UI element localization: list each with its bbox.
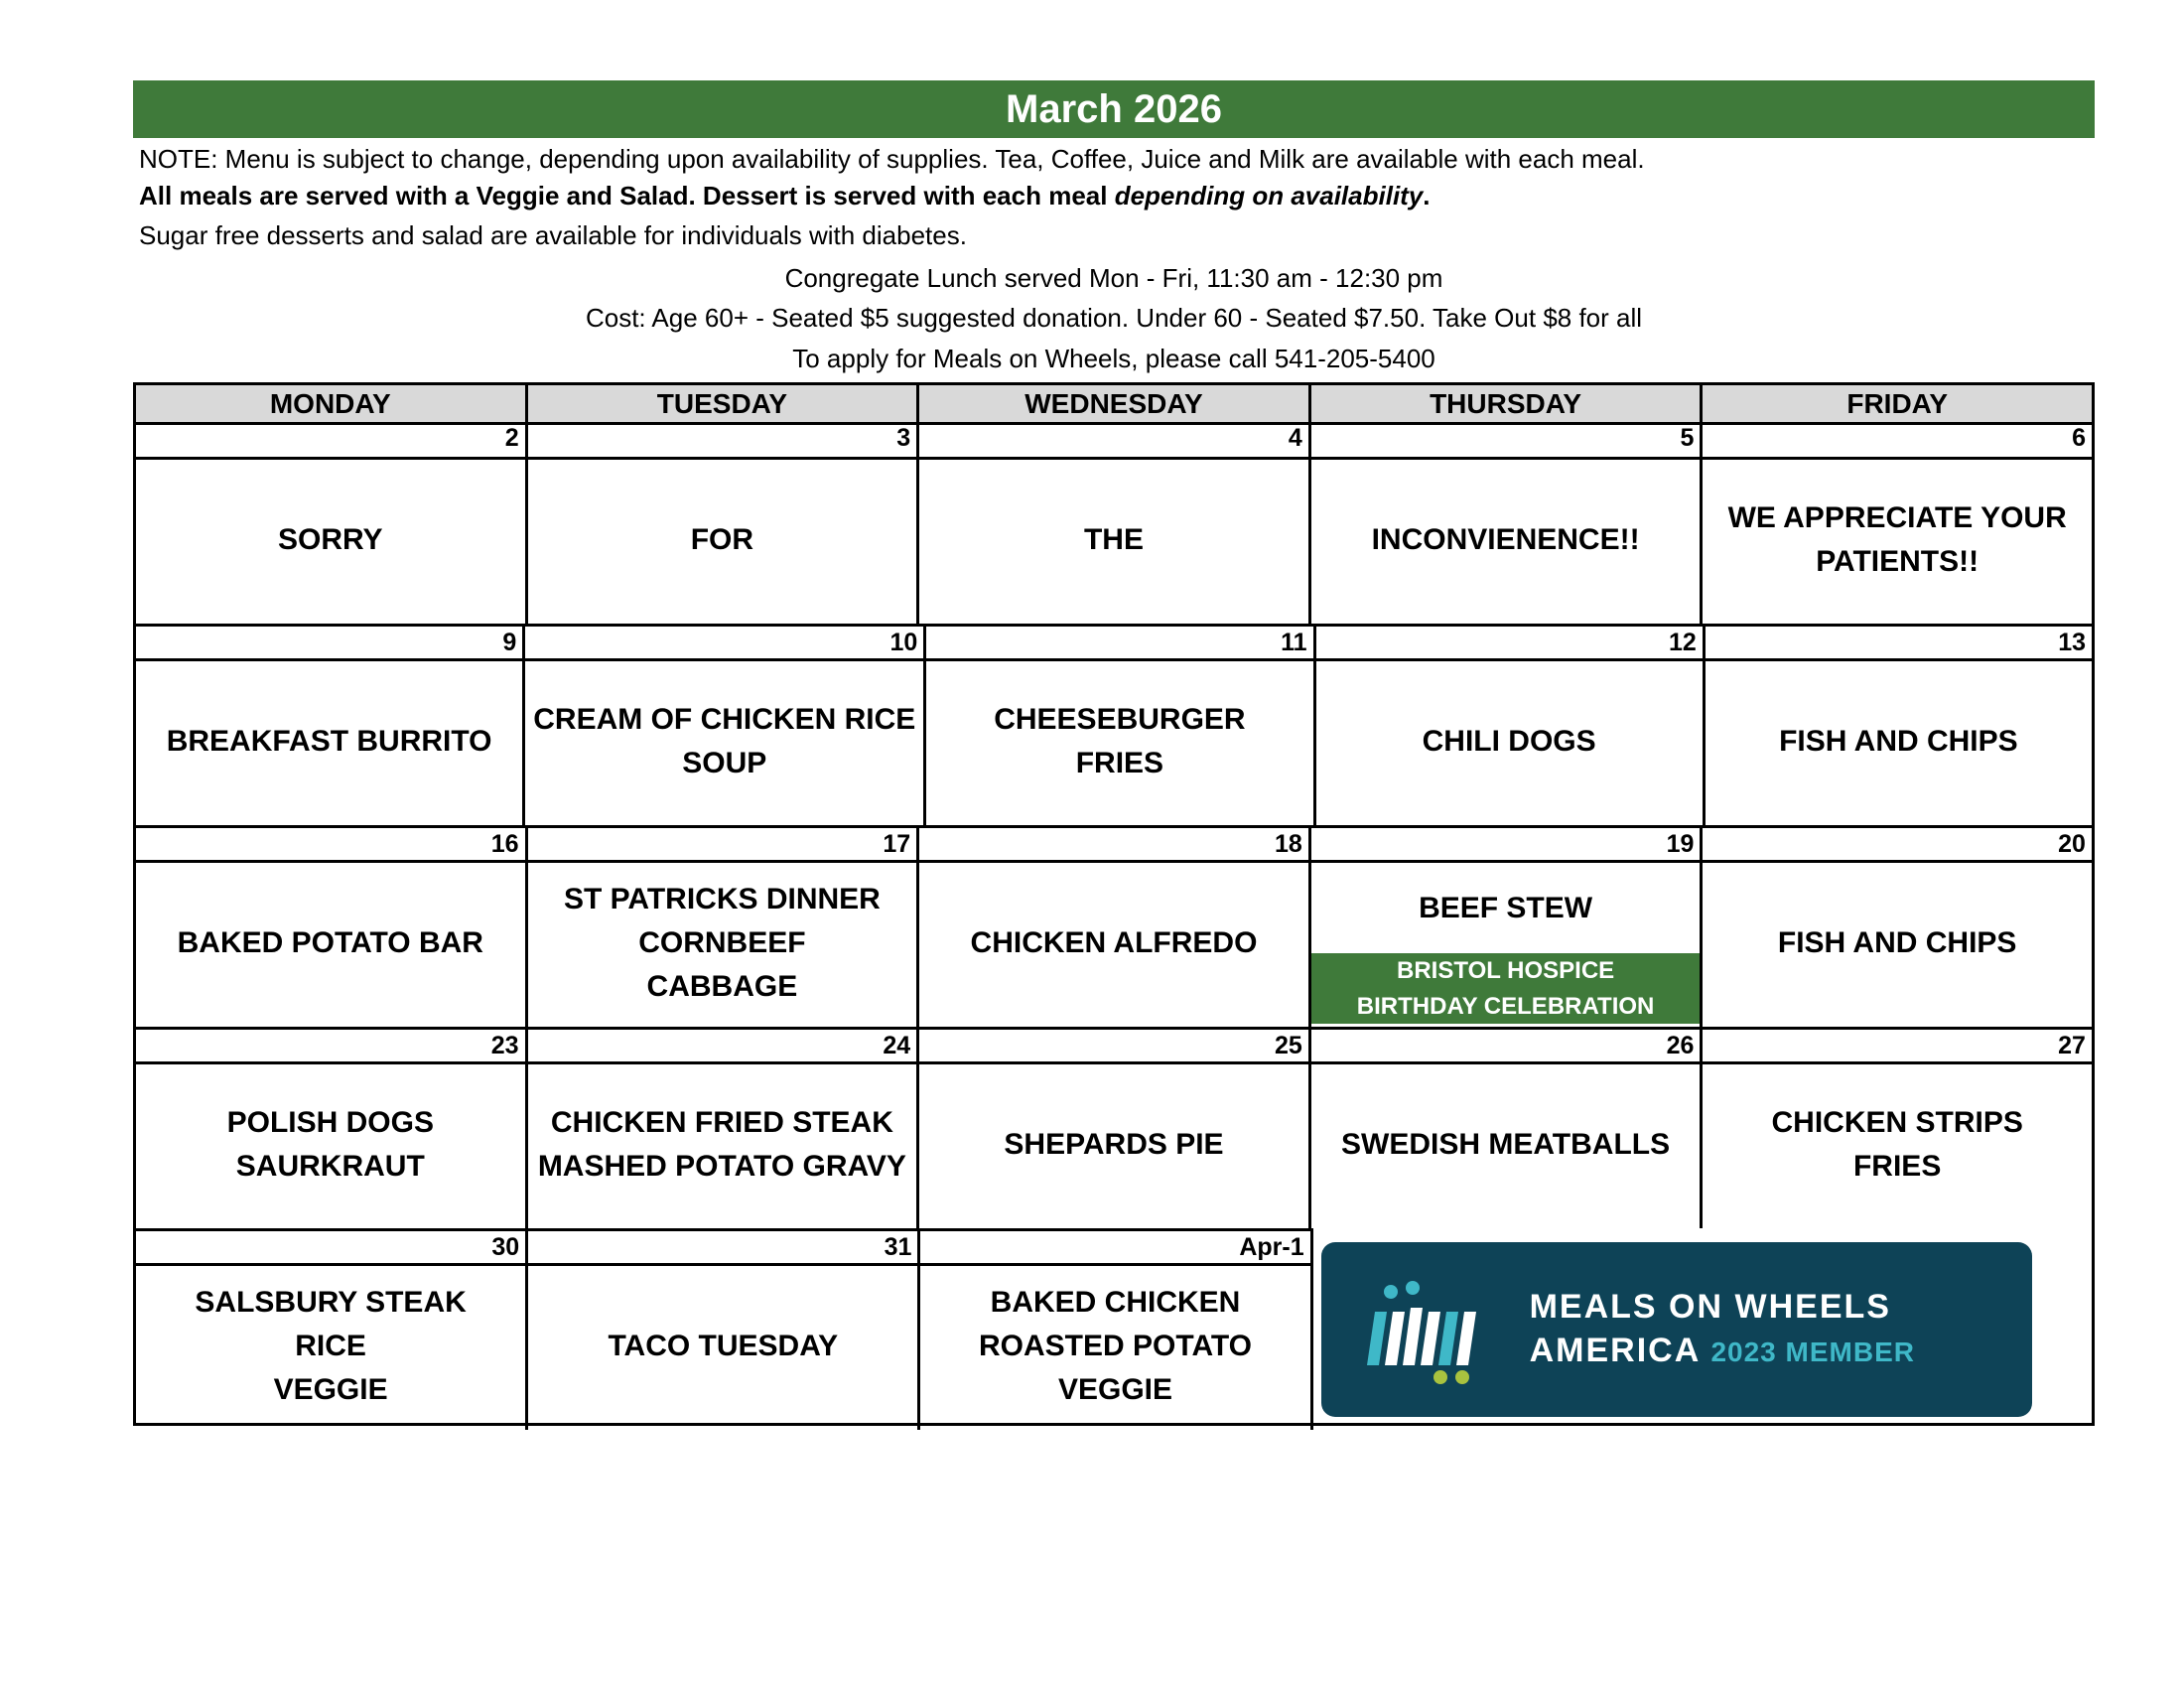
logo-america: AMERICA [1529, 1332, 1701, 1369]
mow-mark-icon [1321, 1242, 1530, 1417]
note-line-2-end: . [1423, 181, 1431, 211]
meal-text [919, 460, 1308, 621]
meal-line: CHICKEN STRIPS [1771, 1106, 2023, 1139]
meal-line: SALSBURY STEAK [195, 1286, 467, 1319]
meal-text [528, 1266, 917, 1427]
meal-line: WE APPRECIATE YOUR [1727, 501, 2067, 534]
meal-text [1703, 460, 2092, 621]
day-header-thursday: THURSDAY [1311, 385, 1704, 425]
menu-calendar [133, 382, 2095, 1426]
meal-line: FRIES [1075, 747, 1164, 779]
meal-text [919, 863, 1308, 1024]
meal-text [528, 460, 917, 621]
meal-line: FISH AND CHIPS [1777, 926, 2017, 959]
day-cell [919, 1027, 1311, 1228]
cost-info: Cost: Age 60+ - Seated $5 suggested donation. Under 60 - Seated $7.50. Take Out $8 for all [585, 303, 1643, 333]
meal-line: CHEESEBURGER [994, 703, 1246, 736]
service-hours: Congregate Lunch served Mon - Fri, 11:30 am - 12:30 pm [784, 263, 1443, 293]
meal-line: THE [1083, 523, 1144, 556]
week-row [136, 422, 2092, 624]
date-number: 4 [919, 422, 1308, 460]
meal-text [926, 661, 1312, 822]
meal-line: CABBAGE [646, 970, 798, 1003]
meal-line: SHEPARDS PIE [1004, 1128, 1224, 1161]
meal-line: RICE [295, 1330, 366, 1362]
meal-line: INCONVIENENCE!! [1371, 523, 1640, 556]
meal-line: SOUP [682, 747, 767, 779]
day-cell [136, 624, 525, 825]
meal-text [525, 661, 923, 822]
day-cell [528, 825, 920, 1027]
logo-cell [1313, 1228, 2092, 1430]
week-row [136, 825, 2092, 1027]
date-number: 26 [1311, 1027, 1701, 1064]
meal-line: CHICKEN FRIED STEAK [550, 1106, 893, 1139]
day-cell [1311, 825, 1704, 1027]
meal-line: TACO TUESDAY [608, 1330, 839, 1362]
logo-text [1530, 1285, 1915, 1374]
meal-line: CHILI DOGS [1422, 725, 1596, 758]
date-number: 30 [136, 1228, 525, 1266]
meal-line: SWEDISH MEATBALLS [1341, 1128, 1671, 1161]
note-line-3: Sugar free desserts and salad are available for individuals with diabetes. [139, 220, 967, 250]
day-cell [1316, 624, 1706, 825]
day-cell [919, 422, 1311, 624]
day-cell [920, 1228, 1312, 1430]
date-number: 18 [919, 825, 1308, 863]
day-cell [1311, 422, 1704, 624]
meal-text [1311, 460, 1701, 621]
date-number: 31 [528, 1228, 917, 1266]
week-row [136, 1027, 2092, 1228]
meal-text [920, 1266, 1309, 1427]
date-number: 24 [528, 1027, 917, 1064]
day-cell [528, 422, 920, 624]
meal-line: CREAM OF CHICKEN RICE [533, 703, 916, 736]
date-number: 9 [136, 624, 522, 661]
note-line-1: NOTE: Menu is subject to change, depending upon availability of supplies. Tea, Coffee, Juice and Milk are available with each meal. [139, 144, 1645, 174]
day-cell [136, 422, 528, 624]
date-number: 2 [136, 422, 525, 460]
date-number: 23 [136, 1027, 525, 1064]
date-number: 6 [1703, 422, 2092, 460]
day-cell [528, 1027, 920, 1228]
event-line: BIRTHDAY CELEBRATION [1356, 992, 1655, 1020]
meal-line: BAKED POTATO BAR [177, 926, 483, 959]
meal-line: BAKED CHICKEN [990, 1286, 1241, 1319]
logo-year: 2023 MEMBER [1710, 1336, 1915, 1367]
note-line-2 [139, 181, 1431, 211]
meal-text [136, 460, 525, 621]
day-cell [1703, 825, 2092, 1027]
event-banner [1311, 953, 1701, 1024]
day-cell [528, 1228, 920, 1430]
date-number: 25 [919, 1027, 1308, 1064]
meal-line: MASHED POTATO GRAVY [537, 1150, 906, 1183]
meal-line: ST PATRICKS DINNER [563, 883, 881, 915]
meal-line: SORRY [278, 523, 383, 556]
meals-on-wheels-logo [1321, 1242, 2032, 1417]
date-number: 19 [1311, 825, 1701, 863]
meal-text [136, 863, 525, 1024]
day-cell [1703, 1027, 2092, 1228]
day-cell [1706, 624, 2092, 825]
day-cell [525, 624, 926, 825]
date-number: 10 [525, 624, 923, 661]
event-line: BRISTOL HOSPICE [1397, 956, 1615, 984]
meal-text [136, 1064, 525, 1225]
date-number: Apr-1 [920, 1228, 1309, 1266]
meal-text [528, 863, 917, 1024]
date-number: 16 [136, 825, 525, 863]
date-number: 13 [1706, 624, 2092, 661]
date-number: 27 [1703, 1027, 2092, 1064]
apply-info: To apply for Meals on Wheels, please call 541-205-5400 [792, 344, 1435, 373]
day-cell [136, 1027, 528, 1228]
meal-text [1703, 863, 2092, 1024]
meal-text [1703, 1064, 2092, 1225]
meal-line: FRIES [1852, 1150, 1942, 1183]
day-header-wednesday: WEDNESDAY [919, 385, 1311, 425]
logo-line-1: MEALS ON WHEELS [1529, 1288, 1891, 1326]
day-cell [926, 624, 1315, 825]
note-line-2-bold: All meals are served with a Veggie and Salad. Dessert is served with each meal [139, 181, 1115, 211]
note-line-2-italic: depending on availability [1114, 181, 1424, 211]
date-number: 17 [528, 825, 917, 863]
week-row [136, 1228, 2092, 1430]
meal-line: SAURKRAUT [235, 1150, 425, 1183]
meal-text [1706, 661, 2092, 822]
meal-line: ROASTED POTATO [979, 1330, 1253, 1362]
meal-line: FISH AND CHIPS [1779, 725, 2018, 758]
meal-text [1316, 661, 1703, 822]
date-number: 12 [1316, 624, 1703, 661]
date-number: 20 [1703, 825, 2092, 863]
date-number: 3 [528, 422, 917, 460]
meal-text: BEEF STEW [1419, 891, 1593, 924]
meal-text [528, 1064, 917, 1225]
month-title: March 2026 [133, 80, 2095, 138]
day-header-monday: MONDAY [136, 385, 528, 425]
meal-text [1311, 1064, 1701, 1225]
day-cell [136, 1228, 528, 1430]
meal-line: VEGGIE [273, 1373, 388, 1406]
day-cell [1703, 422, 2092, 624]
meal-line: BREAKFAST BURRITO [166, 725, 492, 758]
meal-line: CHICKEN ALFREDO [970, 926, 1258, 959]
meal-line: PATIENTS!! [1816, 545, 1979, 578]
meal-text [136, 1266, 525, 1427]
date-number: 5 [1311, 422, 1701, 460]
meal-line: CORNBEEF [638, 926, 806, 959]
date-number: 11 [926, 624, 1312, 661]
meal-line: VEGGIE [1057, 1373, 1173, 1406]
week-row [136, 624, 2092, 825]
logo-line-2 [1530, 1329, 1915, 1374]
meal-text [136, 661, 522, 822]
meal-line: POLISH DOGS [226, 1106, 434, 1139]
meal-line: FOR [690, 523, 754, 556]
day-cell [136, 825, 528, 1027]
calendar-header [136, 385, 2092, 425]
meal-text [919, 1064, 1308, 1225]
day-header-tuesday: TUESDAY [528, 385, 920, 425]
day-cell [919, 825, 1311, 1027]
day-cell [1311, 1027, 1704, 1228]
day-header-friday: FRIDAY [1703, 385, 2092, 425]
